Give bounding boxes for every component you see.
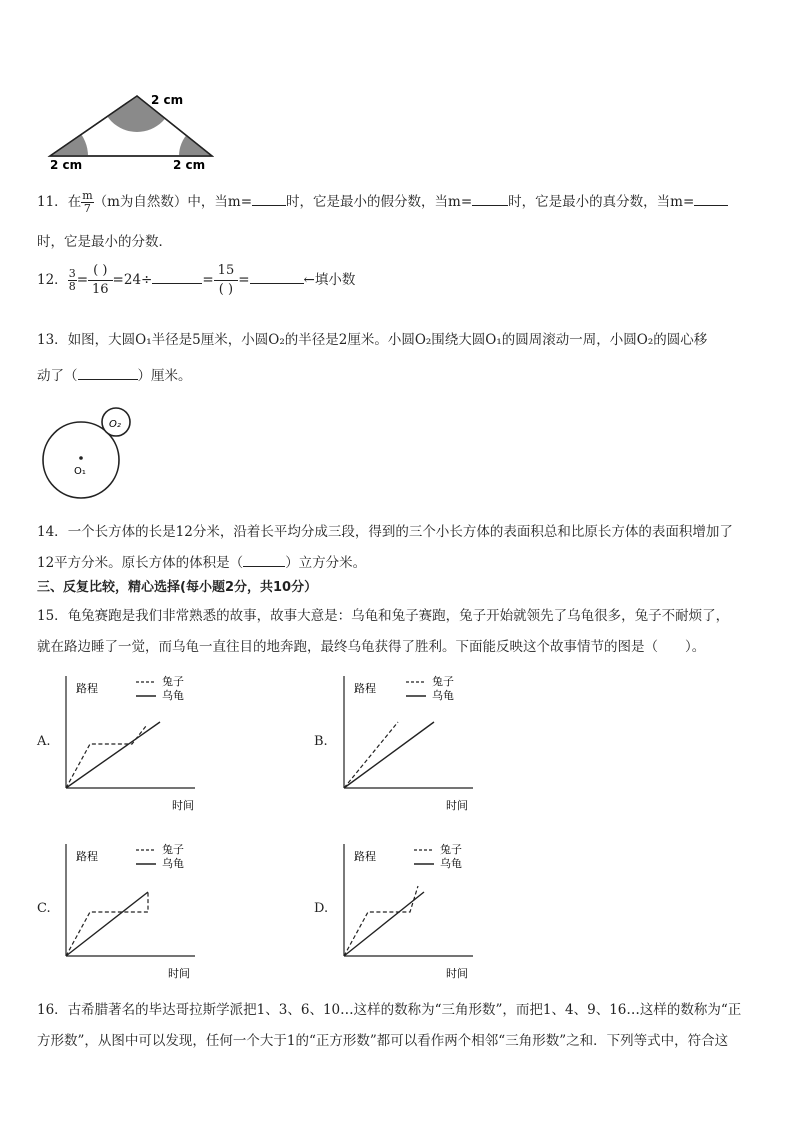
q11-blank-1[interactable] — [252, 191, 286, 206]
q12-fraction-15-blank[interactable]: $\frac{15}{( )}$ — [214, 262, 239, 299]
question-11-line2: 时，它是最小的分数． — [37, 234, 172, 250]
question-14-line2: 12平方分米。原长方体的体积是（ ）立方分米。 — [37, 551, 366, 571]
question-13-line2: 动了（ ）厘米。 — [37, 364, 192, 384]
option-b-label[interactable]: B. — [314, 734, 328, 749]
small-circle-label: O₂ — [109, 419, 121, 430]
circles-figure — [40, 400, 140, 512]
option-a-label[interactable]: A. — [37, 734, 51, 749]
graph-c-legend-turtle: 乌龟 — [162, 857, 184, 870]
q11-fraction: $\frac{m}{7}$ — [82, 189, 93, 215]
graph-b[interactable] — [338, 670, 488, 820]
question-16-line2: 方形数”，从图中可以发现，任何一个大于1的“正方形数”都可以看作两个相邻“三角形数”之和．下列等式中，符合这 — [37, 1033, 729, 1049]
graph-b-legend-rabbit: 兔子 — [432, 675, 454, 688]
q12-fraction-3-8: $\frac{3}{8}$ — [68, 267, 76, 293]
graph-b-legend-turtle: 乌龟 — [432, 689, 454, 702]
graph-b-ylabel: 路程 — [354, 682, 376, 695]
graph-c[interactable] — [60, 838, 210, 988]
graph-d-legend-rabbit: 兔子 — [440, 843, 462, 856]
q12-fraction-blank-16[interactable]: $\frac{( )}{16}$ — [88, 262, 113, 299]
graph-a-xlabel: 时间 — [172, 799, 194, 812]
q11-prefix: 在 — [67, 194, 82, 210]
graph-c-ylabel: 路程 — [76, 850, 98, 863]
question-12: 12． $\frac{3}{8}$ = $\frac{( )}{16}$ =24÷ = $\frac{15}{( )}$ = ←填小数 — [37, 263, 356, 297]
graph-a[interactable] — [60, 670, 210, 820]
question-11-line1: 11．在 $\frac{m}{7}$ （m为自然数）中，当m= 时，它是最小的假分数，当m= 时，它是最小的真分数，当m= — [37, 190, 728, 215]
q12-blank-decimal[interactable] — [250, 269, 304, 284]
graph-a-legend-rabbit: 兔子 — [162, 675, 184, 688]
graph-c-xlabel: 时间 — [168, 967, 190, 980]
graph-d-rabbit-line — [344, 886, 418, 956]
q11-number: 11． — [37, 194, 68, 210]
option-c-label[interactable]: C. — [37, 901, 51, 916]
graph-d[interactable] — [338, 838, 488, 988]
triangle-label-right: 2 cm — [173, 158, 206, 170]
graph-c-turtle-line — [66, 892, 148, 956]
graph-d-legend-turtle: 乌龟 — [440, 857, 462, 870]
graph-b-turtle-line — [344, 722, 434, 788]
triangle-figure — [40, 90, 220, 170]
big-circle-label: O₁ — [74, 466, 86, 477]
question-14-line1: 14．一个长方体的长是12分米，沿着长平均分成三段，得到的三个小长方体的表面积总和比原长方体的表面积增加了 — [37, 524, 733, 540]
question-16-line1: 16．古希腊著名的毕达哥拉斯学派把1、3、6、10…这样的数称为“三角形数”，而把1、4、9、16…这样的数称为“正 — [37, 1002, 742, 1018]
graph-a-turtle-line — [66, 722, 160, 788]
question-13-line1: 13．如图，大圆O₁半径是5厘米，小圆O₂的半径是2厘米。小圆O₂围绕大圆O₁的圆周滚动一周，小圆O₂的圆心移 — [37, 332, 708, 348]
graph-d-xlabel: 时间 — [446, 967, 468, 980]
graph-a-rabbit-line — [66, 726, 146, 788]
question-15-line2: 就在路边睡了一觉，而乌龟一直往目的地奔跑，最终乌龟获得了胜利。下面能反映这个故事情节的图是（ ）。 — [37, 639, 706, 655]
q11-blank-3[interactable] — [694, 191, 728, 206]
graph-a-legend-turtle: 乌龟 — [162, 689, 184, 702]
q14-blank[interactable] — [243, 552, 285, 567]
question-15-line1: 15．龟兔赛跑是我们非常熟悉的故事，故事大意是：乌龟和兔子赛跑，兔子开始就领先了乌龟很多，兔子不耐烦了， — [37, 608, 730, 624]
q12-blank-divisor[interactable] — [152, 269, 202, 284]
q11-blank-2[interactable] — [472, 191, 508, 206]
graph-d-turtle-line — [344, 892, 424, 956]
graph-c-legend-rabbit: 兔子 — [162, 843, 184, 856]
triangle-label-left: 2 cm — [50, 158, 83, 170]
q13-blank[interactable] — [78, 365, 138, 380]
graph-d-ylabel: 路程 — [354, 850, 376, 863]
section-3-title: 三、反复比较，精心选择(每小题2分，共10分） — [37, 580, 318, 595]
graph-b-xlabel: 时间 — [446, 799, 468, 812]
option-d-label[interactable]: D. — [314, 901, 329, 916]
graph-a-ylabel: 路程 — [76, 682, 98, 695]
triangle-label-top: 2 cm — [151, 93, 184, 107]
